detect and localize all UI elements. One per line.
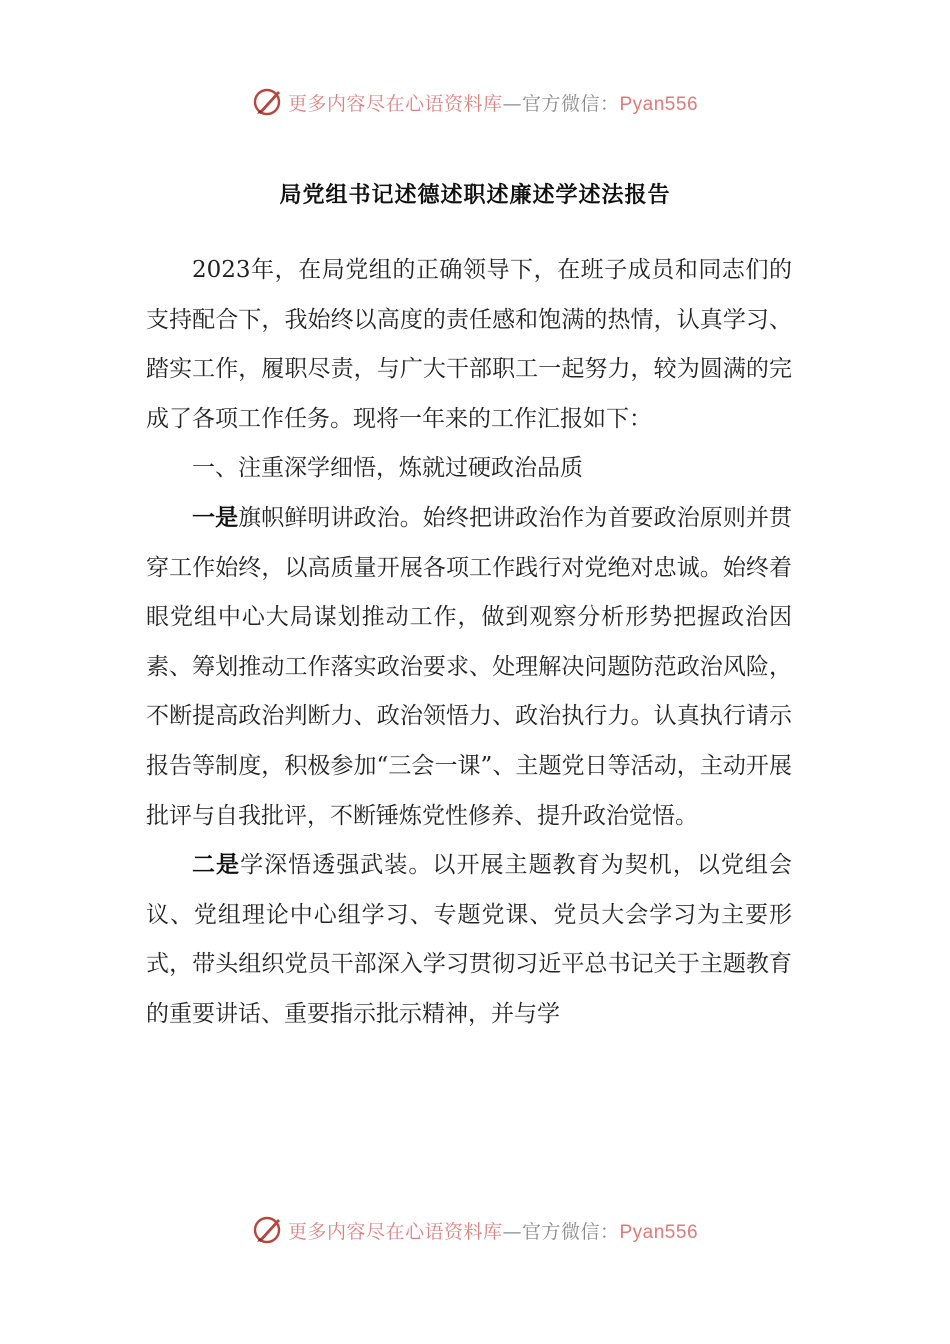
watermark-dash: — <box>502 92 522 115</box>
pen-logo-icon <box>252 1214 284 1246</box>
watermark-wechat-id: Pyan556 <box>619 93 699 115</box>
watermark-wechat-label: 官方微信： <box>521 92 620 115</box>
watermark-site: 更多内容尽在心语资料库 <box>287 92 503 115</box>
paragraph-2 <box>146 841 792 1039</box>
watermark-banner-top <box>0 82 950 122</box>
paragraph-2-lead: 二是 <box>192 852 241 879</box>
watermark-wechat-id: Pyan556 <box>619 1221 699 1243</box>
document-body <box>146 246 792 1040</box>
watermark-banner-bottom <box>0 1210 950 1250</box>
watermark-dash: — <box>502 1220 522 1243</box>
document-title: 局党组书记述德述职述廉述学述法报告 <box>279 183 671 208</box>
pen-logo-icon <box>252 86 284 118</box>
intro-paragraph: 2023年，在局党组的正确领导下，在班子成员和同志们的支持配合下，我始终以高度的责任感和饱满的热情，认真学习、踏实工作，履职尽责，与广大干部职工一起努力，较为圆满的完成了各项工作任务。现将一年来的工作汇报如下： <box>146 257 792 432</box>
paragraph-1-lead: 一是 <box>192 504 239 531</box>
section-heading: 一、注重深学细悟，炼就过硬政治品质 <box>192 455 583 482</box>
watermark-text <box>288 1217 698 1244</box>
watermark-site: 更多内容尽在心语资料库 <box>287 1220 503 1243</box>
watermark-text <box>288 89 698 116</box>
paragraph-1-text: 旗帜鲜明讲政治。始终把讲政治作为首要政治原则并贯穿工作始终，以高质量开展各项工作践行对党绝对忠诚。始终着眼党组中心大局谋划推动工作，做到观察分析形势把握政治因素、筹划推动工作落实政治要求、处理解决问题防范政治风险，不断提高政治判断力、政治领悟力、政治执行力。认真执行请示报告等制度，积极参加“三会一课”、主题党日等活动，主动开展批评与自我批评，不断锤炼党性修养、提升政治觉悟。 <box>146 504 793 829</box>
paragraph-1 <box>146 494 792 841</box>
paragraph-2-text: 学深悟透强武装。以开展主题教育为契机，以党组会议、党组理论中心组学习、专题党课、党员大会学习为主要形式，带头组织党员干部深入学习贯彻习近平总书记关于主题教育的重要讲话、重要指示批示精神，并与学 <box>146 852 793 1027</box>
watermark-wechat-label: 官方微信： <box>521 1220 620 1243</box>
